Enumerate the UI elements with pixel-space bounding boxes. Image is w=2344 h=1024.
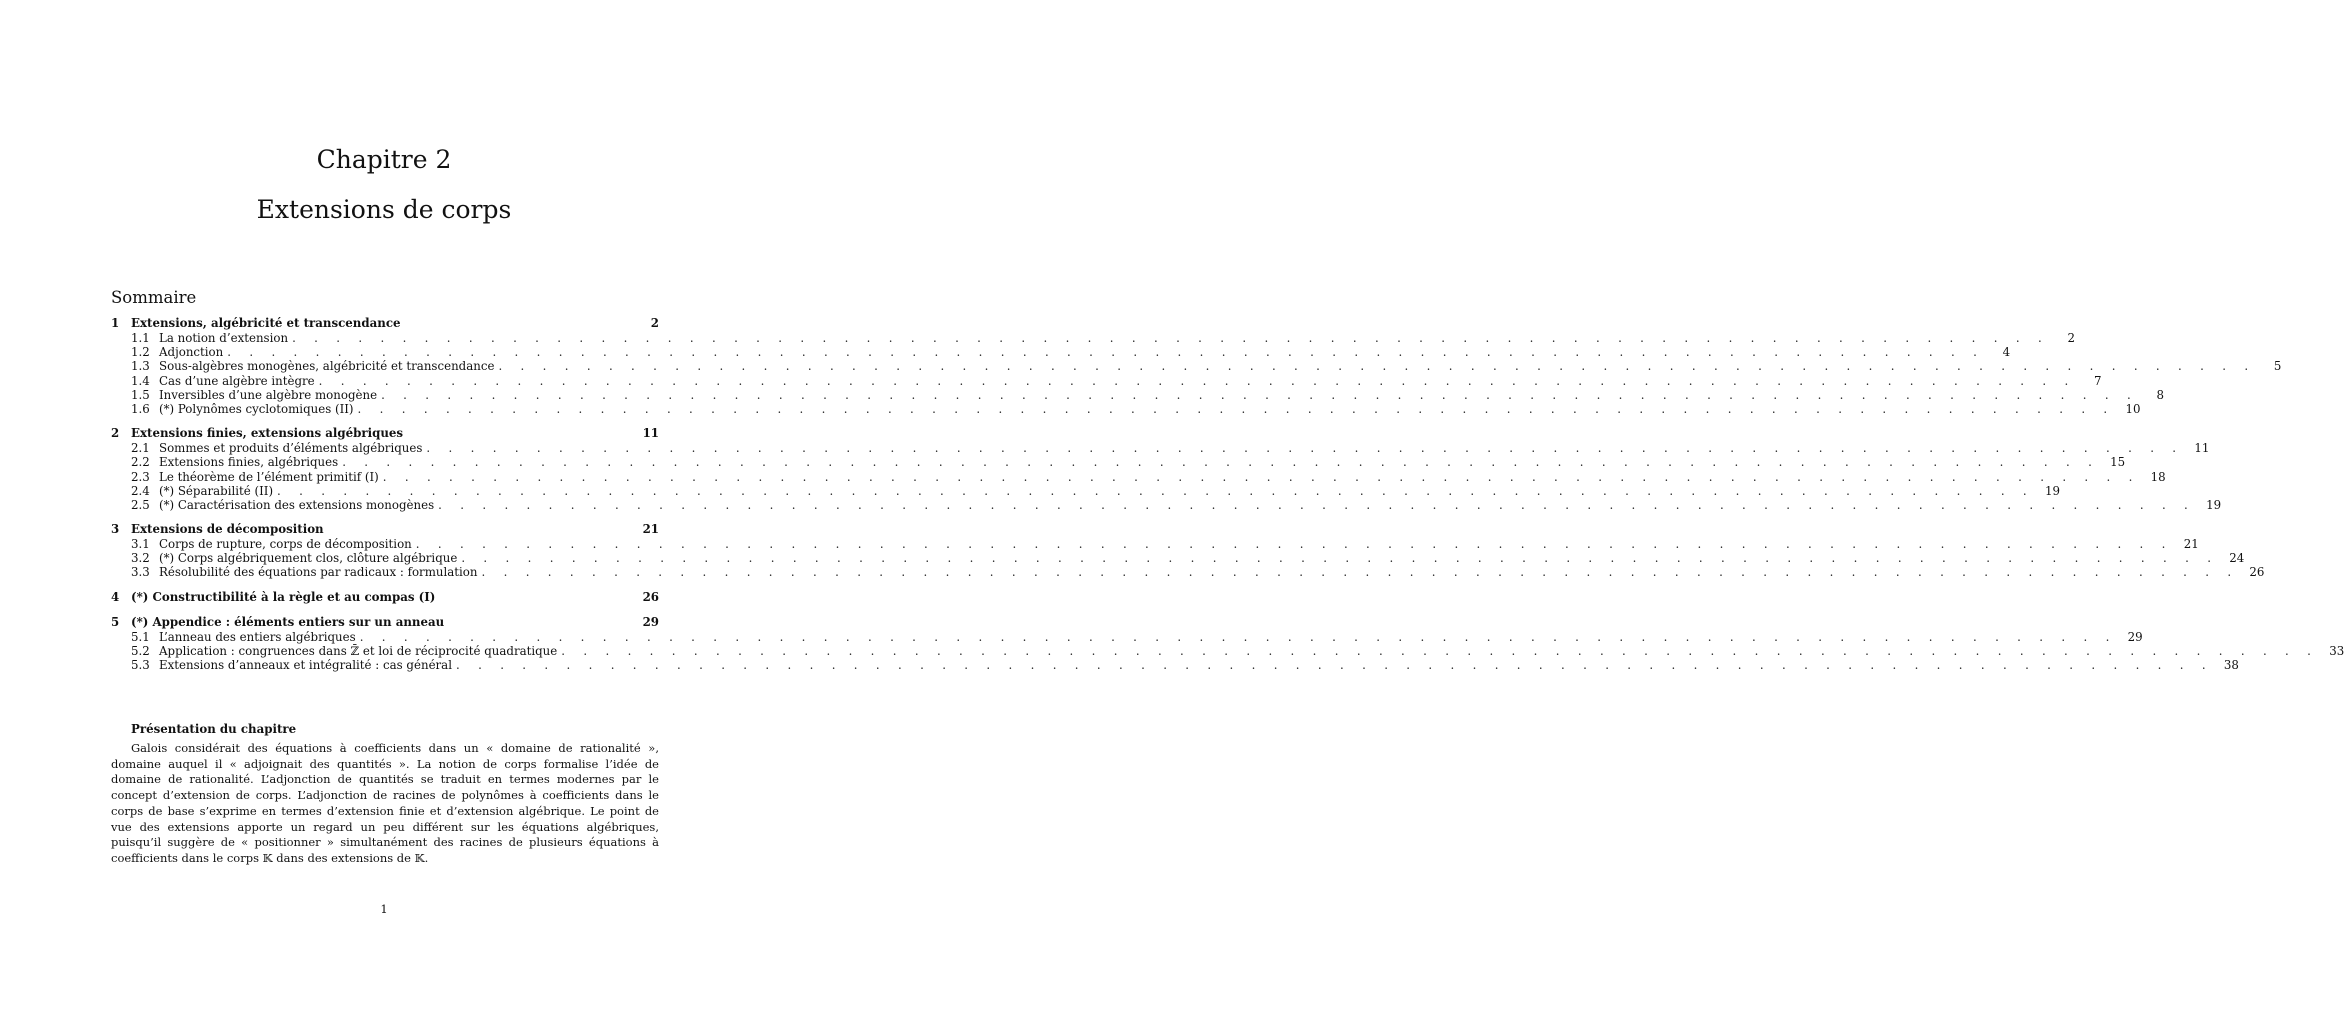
toc-section-number: 4: [111, 589, 120, 604]
toc-subsection-number: 1.1: [131, 331, 150, 345]
toc-subsection-title: Le théorème de l’élément primitif (I): [159, 469, 379, 484]
chapter-title: Extensions de corps: [256, 195, 512, 224]
toc-section-title: (*) Appendice : éléments entiers sur un anneau: [131, 614, 445, 629]
toc-subsection-number: 3.2: [131, 551, 150, 566]
toc-heading: Sommaire: [111, 288, 197, 307]
toc-subsection-title: Résolubilité des équations par radicaux : formulation: [159, 565, 478, 580]
toc-subsection-page: 29: [2127, 629, 2143, 644]
toc-subsection-1-4[interactable]: [111, 373, 2102, 388]
toc-dot-leader: . . . . . . . . . . . . . . . . . . . . . . . . . . . . . . . . . . . . . . . . . . . . . . . . . . . . . . . . . . . . . . . . . . . . . . . . . . . . . . . .: [481, 565, 2239, 580]
toc-subsection-1-5[interactable]: [111, 387, 2165, 402]
toc-subsection-number: 1.2: [131, 345, 150, 360]
toc-subsection-title: (*) Polynômes cyclotomiques (II): [159, 401, 354, 416]
toc-section-page: 29: [642, 614, 659, 629]
toc-subsection-5-3[interactable]: [111, 658, 2239, 672]
toc-subsection-title: Adjonction: [159, 345, 224, 360]
toc-section-2[interactable]: [111, 426, 659, 441]
toc-section-title: (*) Constructibilité à la règle et au compas (I): [131, 589, 436, 604]
toc-dot-leader: . . . . . . . . . . . . . . . . . . . . . . . . . . . . . . . . . . . . . . . . . . . . . . . . . . . . . . . . . . . . . . . . . . . . . . . . . . . . . . . .: [227, 345, 1985, 360]
toc-gap: [111, 580, 659, 590]
toc-subsection-page: 24: [2229, 551, 2245, 566]
toc-subsection-page: 2: [2067, 331, 2076, 345]
toc-subsection-2-3[interactable]: [111, 469, 2166, 484]
toc-subsection-number: 5.3: [131, 658, 150, 672]
toc-section-page: 2: [650, 316, 659, 330]
toc-subsection-number: 1.3: [131, 359, 150, 374]
toc-subsection-page: 19: [2206, 497, 2222, 512]
toc-subsection-title: Extensions finies, algébriques: [159, 455, 339, 470]
toc-subsection-2-1[interactable]: [111, 441, 2210, 456]
toc-subsection-page: 33: [2329, 643, 2344, 658]
toc-subsection-page: 5: [2273, 359, 2282, 374]
toc-subsection-number: 3.1: [131, 537, 150, 552]
toc-subsection-2-2[interactable]: [111, 455, 2126, 470]
toc-subsection-title: (*) Caractérisation des extensions monogènes: [159, 497, 435, 512]
toc-section-page: 21: [642, 522, 659, 537]
toc-subsection-page: 38: [2223, 658, 2239, 672]
presentation-paragraph: Galois considérait des équations à coefficients dans un « domaine de rationalité », domaine auquel il « adjoignait des quantités ». La notion de corps formalise l’idée de domaine de rationalité. L’adjonction de quantités se traduit en termes modernes par le concept d’extension de corps. L’adjonction de racines de polynômes à coefficients dans le corps de base s’exprime en termes d’extension finie et d’extension algébrique. Le point de vue des extensions apporte un regard un peu différent sur les équations algébriques, puisqu’il suggère de « positionner » simultanément des racines de plusieurs équations à coefficients dans le corps 𝕂 dans des extensions de 𝕂.: [111, 741, 659, 865]
toc-subsection-number: 2.1: [131, 441, 150, 456]
toc-subsection-1-6[interactable]: [111, 401, 2141, 416]
toc-subsection-page: 10: [2125, 401, 2141, 416]
toc-dot-leader: . . . . . . . . . . . . . . . . . . . . . . . . . . . . . . . . . . . . . . . . . . . . . . . . . . . . . . . . . . . . . . . . . . . . . . . . . . . . . . . .: [277, 483, 2034, 498]
toc-subsection-page: 18: [2150, 469, 2166, 484]
toc-section-number: 1: [111, 316, 120, 330]
toc-subsection-title: (*) Corps algébriquement clos, clôture algébrique: [159, 551, 458, 566]
toc-section-number: 5: [111, 614, 120, 629]
toc-section-title: Extensions, algébricité et transcendance: [131, 316, 401, 330]
toc-subsection-title: Extensions d’anneaux et intégralité : cas général: [159, 658, 452, 672]
toc-subsection-title: L’anneau des entiers algébriques: [159, 629, 356, 644]
toc-subsection-2-5[interactable]: [111, 497, 2222, 512]
toc-subsection-title: La notion d’extension: [159, 331, 289, 345]
toc-subsection-page: 26: [2249, 565, 2265, 580]
toc-dot-leader: . . . . . . . . . . . . . . . . . . . . . . . . . . . . . . . . . . . . . . . . . . . . . . . . . . . . . . . . . . . . . . . . . . . . . . . . . . . . . . . .: [292, 331, 2050, 345]
presentation-heading: Présentation du chapitre: [131, 722, 297, 736]
toc-subsection-number: 2.2: [131, 455, 150, 470]
toc-subsection-page: 11: [2194, 441, 2210, 456]
toc-dot-leader: . . . . . . . . . . . . . . . . . . . . . . . . . . . . . . . . . . . . . . . . . . . . . . . . . . . . . . . . . . . . . . . . . . . . . . . . . . . . . . . .: [415, 537, 2173, 552]
toc-gap: [111, 512, 659, 522]
toc-subsection-1-1[interactable]: [111, 331, 2076, 345]
toc-section-3[interactable]: [111, 522, 659, 537]
toc-subsection-title: Sommes et produits d’éléments algébriques: [159, 441, 423, 456]
toc-subsection-page: 19: [2044, 483, 2060, 498]
toc-section-number: 3: [111, 522, 120, 537]
toc-dot-leader: . . . . . . . . . . . . . . . . . . . . . . . . . . . . . . . . . . . . . . . . . . . . . . . . . . . . . . . . . . . . . . . . . . . . . . . . . . . . . . . .: [381, 387, 2139, 402]
toc-dot-leader: . . . . . . . . . . . . . . . . . . . . . . . . . . . . . . . . . . . . . . . . . . . . . . . . . . . . . . . . . . . . . . . . . . . . . . . . . . . . . . . .: [342, 455, 2100, 470]
toc-subsection-number: 2.3: [131, 469, 150, 484]
toc-dot-leader: . . . . . . . . . . . . . . . . . . . . . . . . . . . . . . . . . . . . . . . . . . . . . . . . . . . . . . . . . . . . . . . . . . . . . . . . . . . . . . . .: [426, 441, 2184, 456]
toc-dot-leader: . . . . . . . . . . . . . . . . . . . . . . . . . . . . . . . . . . . . . . . . . . . . . . . . . . . . . . . . . . . . . . . . . . . . . . . . . . . . . . . .: [357, 401, 2115, 416]
toc-subsection-title: Cas d’une algèbre intègre: [159, 373, 315, 388]
toc-dot-leader: . . . . . . . . . . . . . . . . . . . . . . . . . . . . . . . . . . . . . . . . . . . . . . . . . . . . . . . . . . . . . . . . . . . . . . . . . . . . . . . .: [498, 359, 2256, 374]
toc-section-page: 26: [642, 589, 659, 604]
toc-subsection-page: 4: [2002, 345, 2011, 360]
toc-subsection-5-1[interactable]: [111, 629, 2143, 644]
toc-subsection-3-1[interactable]: [111, 537, 2199, 552]
toc-dot-leader: . . . . . . . . . . . . . . . . . . . . . . . . . . . . . . . . . . . . . . . . . . . . . . . . . . . . . . . . . . . . . . . . . . . . . . . . . . . . . . . .: [461, 551, 2219, 566]
toc-subsection-page: 21: [2183, 537, 2199, 552]
toc-section-4[interactable]: [111, 590, 659, 605]
toc-section-5[interactable]: [111, 615, 659, 630]
toc-subsection-1-2[interactable]: [111, 345, 2011, 360]
toc-section-title: Extensions finies, extensions algébriques: [131, 426, 404, 441]
toc-section-title: Extensions de décomposition: [131, 522, 324, 537]
toc-subsection-5-2[interactable]: [111, 643, 2344, 658]
toc-dot-leader: . . . . . . . . . . . . . . . . . . . . . . . . . . . . . . . . . . . . . . . . . . . . . . . . . . . . . . . . . . . . . . . . . . . . . . . . . . . . . . . .: [456, 658, 2213, 672]
toc-subsection-2-4[interactable]: [111, 483, 2060, 498]
toc-subsection-title: Application : congruences dans ℤ̄ et loi de réciprocité quadratique: [159, 643, 558, 658]
toc-subsection-title: Inversibles d’une algèbre monogène: [159, 387, 378, 402]
toc-subsection-number: 3.3: [131, 565, 150, 580]
page-number: 1: [380, 902, 388, 916]
toc-subsection-page: 8: [2156, 387, 2165, 402]
toc-subsection-page: 7: [2094, 373, 2102, 388]
toc-gap: [111, 605, 659, 615]
toc-subsection-number: 1.4: [131, 373, 150, 388]
toc-subsection-number: 2.5: [131, 497, 150, 512]
toc-section-1[interactable]: [111, 316, 659, 331]
toc-section-page: 11: [642, 426, 659, 441]
toc-subsection-number: 2.4: [131, 483, 150, 498]
toc-subsection-1-3[interactable]: [111, 359, 2282, 374]
toc-subsection-title: (*) Séparabilité (II): [159, 483, 274, 498]
toc-subsection-number: 1.5: [131, 387, 150, 402]
toc-subsection-number: 5.1: [131, 629, 150, 644]
toc-subsection-number: 5.2: [131, 643, 150, 658]
toc-dot-leader: . . . . . . . . . . . . . . . . . . . . . . . . . . . . . . . . . . . . . . . . . . . . . . . . . . . . . . . . . . . . . . . . . . . . . . . . . . . . . . . .: [382, 469, 2140, 484]
toc-subsection-number: 1.6: [131, 401, 150, 416]
chapter-label: Chapitre 2: [316, 145, 452, 174]
toc-subsection-3-2[interactable]: [111, 551, 2245, 566]
toc-dot-leader: . . . . . . . . . . . . . . . . . . . . . . . . . . . . . . . . . . . . . . . . . . . . . . . . . . . . . . . . . . . . . . . . . . . . . . . . . . . . . . . .: [318, 373, 2076, 388]
toc-gap: [111, 416, 659, 426]
toc-dot-leader: . . . . . . . . . . . . . . . . . . . . . . . . . . . . . . . . . . . . . . . . . . . . . . . . . . . . . . . . . . . . . . . . . . . . . . . . . . . . . . . .: [438, 497, 2196, 512]
toc-section-number: 2: [111, 426, 120, 441]
toc-subsection-3-3[interactable]: [111, 565, 2265, 580]
toc-subsection-title: Sous-algèbres monogènes, algébricité et transcendance: [159, 359, 495, 374]
toc-subsection-title: Corps de rupture, corps de décomposition: [159, 537, 412, 552]
toc-subsection-page: 15: [2110, 455, 2126, 470]
toc-dot-leader: . . . . . . . . . . . . . . . . . . . . . . . . . . . . . . . . . . . . . . . . . . . . . . . . . . . . . . . . . . . . . . . . . . . . . . . . . . . . . . . .: [561, 643, 2319, 658]
table-of-contents: [111, 316, 2344, 672]
toc-dot-leader: . . . . . . . . . . . . . . . . . . . . . . . . . . . . . . . . . . . . . . . . . . . . . . . . . . . . . . . . . . . . . . . . . . . . . . . . . . . . . . . .: [359, 629, 2117, 644]
